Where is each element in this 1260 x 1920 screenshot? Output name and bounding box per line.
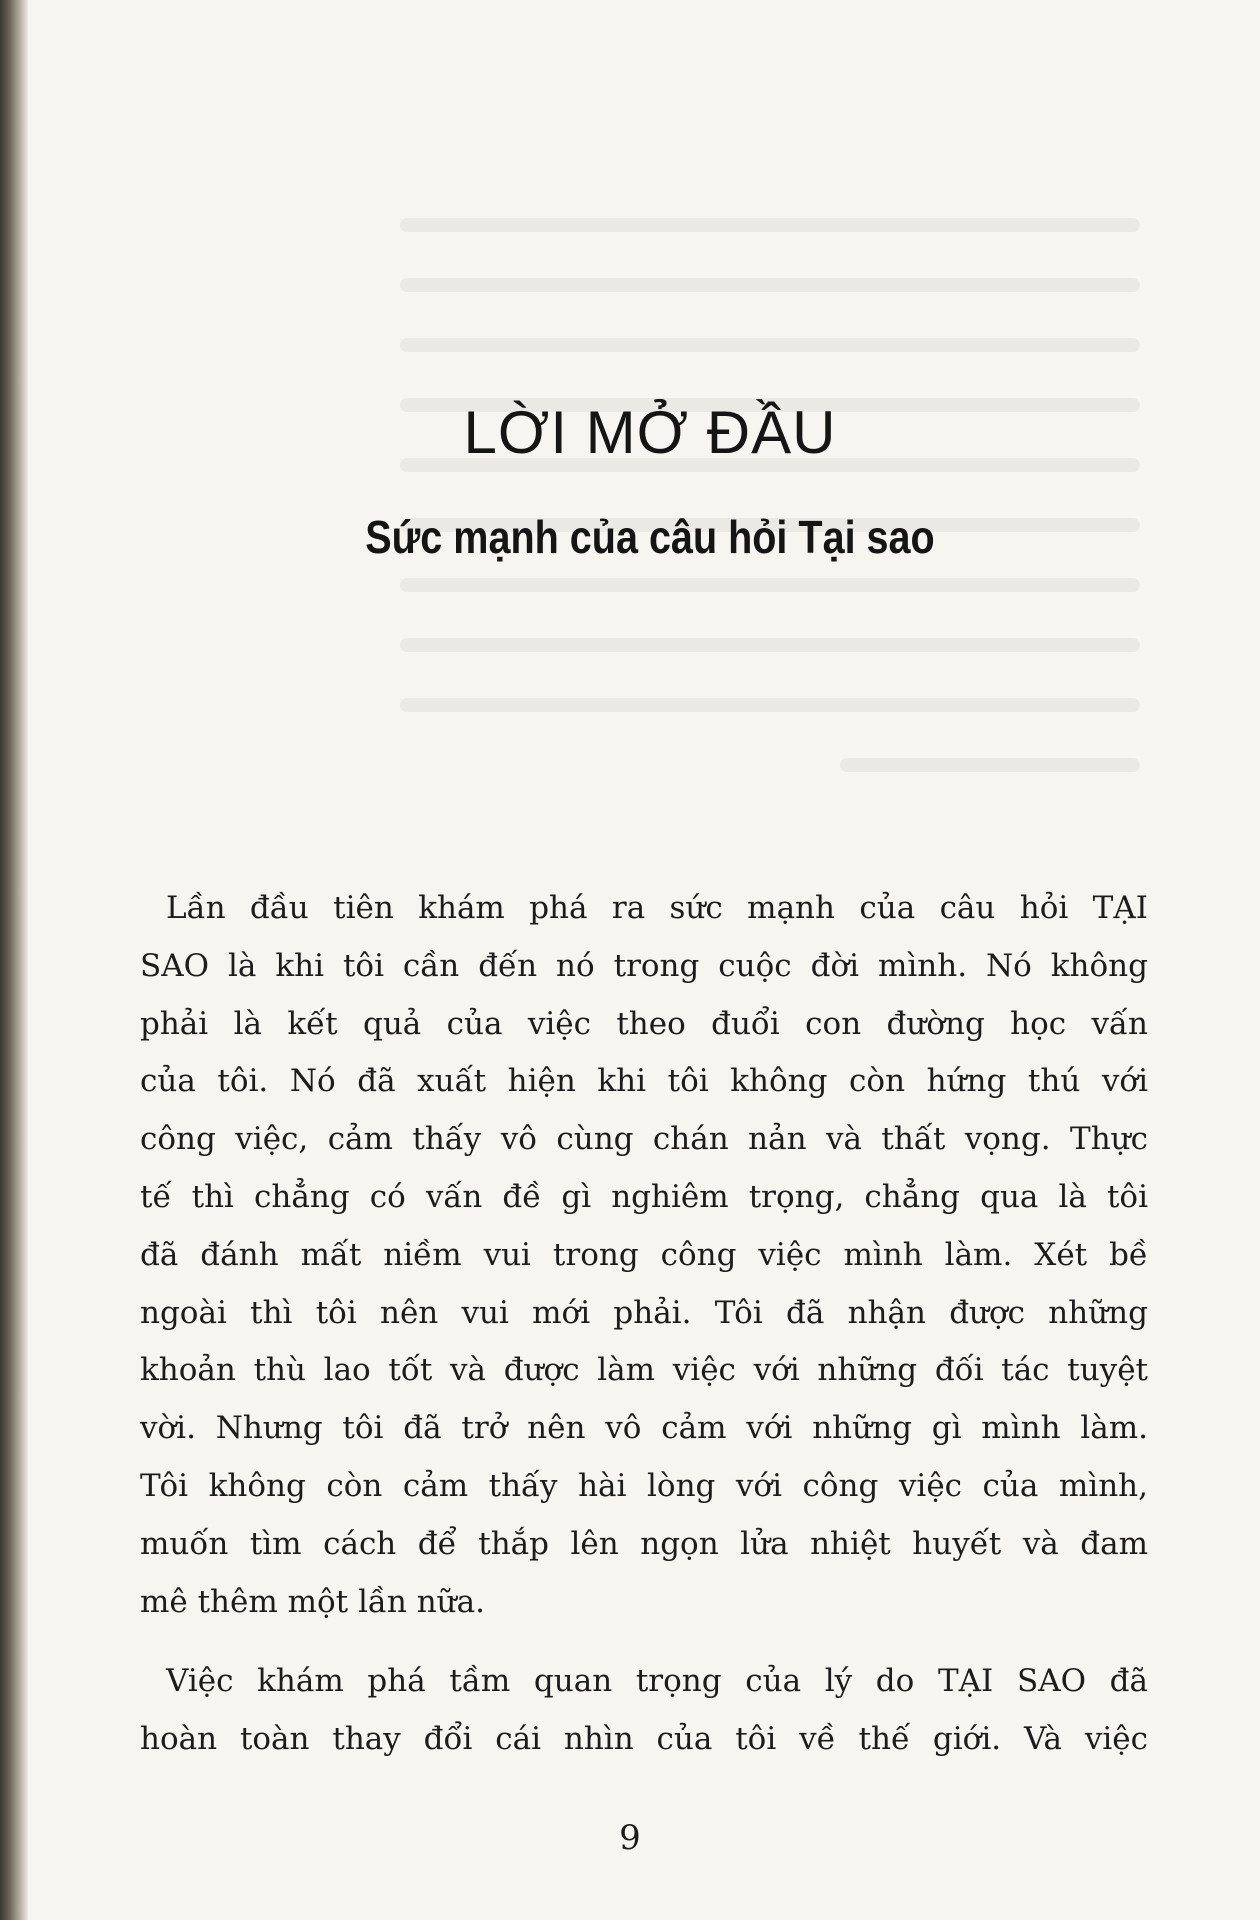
paragraph-2 [140,1653,1148,1769]
text-line: của tôi. Nó đã xuất hiện khi tôi không còn hứng thú với [140,1063,1148,1100]
text-line: vời. Nhưng tôi đã trở nên vô cảm với những gì mình làm. [140,1410,1148,1447]
paragraph-gap [140,1631,1148,1653]
text-line: Tôi không còn cảm thấy hài lòng với công việc của mình, [140,1467,1148,1504]
text-line: khoản thù lao tốt và được làm việc với những đối tác tuyệt [140,1352,1148,1389]
body-text [140,880,1148,1769]
chapter-title: LỜI MỞ ĐẦU [463,399,837,466]
text-line: Lần đầu tiên khám phá ra sức mạnh của câu hỏi TẠI [166,890,1148,926]
text-line: công việc, cảm thấy vô cùng chán nản và thất vọng. Thực [140,1121,1148,1158]
text-line: phải là kết quả của việc theo đuổi con đường học vấn [140,1005,1148,1042]
text-line: đã đánh mất niềm vui trong công việc mình làm. Xét bề [140,1236,1148,1273]
text-line: Việc khám phá tầm quan trọng của lý do TẠI SAO đã [166,1663,1148,1700]
text-line: muốn tìm cách để thắp lên ngọn lửa nhiệt huyết và đam [140,1525,1148,1562]
text-line: mê thêm một lần nữa. [140,1583,485,1620]
paragraph-1 [140,880,1148,1631]
text-line: ngoài thì tôi nên vui mới phải. Tôi đã nhận được những [140,1294,1148,1331]
text-line: SAO là khi tôi cần đến nó trong cuộc đời mình. Nó không [140,947,1148,984]
text-line: tế thì chẳng có vấn đề gì nghiêm trọng, chẳng qua là tôi [140,1178,1148,1215]
chapter-subtitle: Sức mạnh của câu hỏi Tại sao [365,511,935,563]
text-line: hoàn toàn thay đổi cái nhìn của tôi về thế giới. Và việc [140,1721,1148,1758]
page-number: 9 [619,1818,641,1858]
